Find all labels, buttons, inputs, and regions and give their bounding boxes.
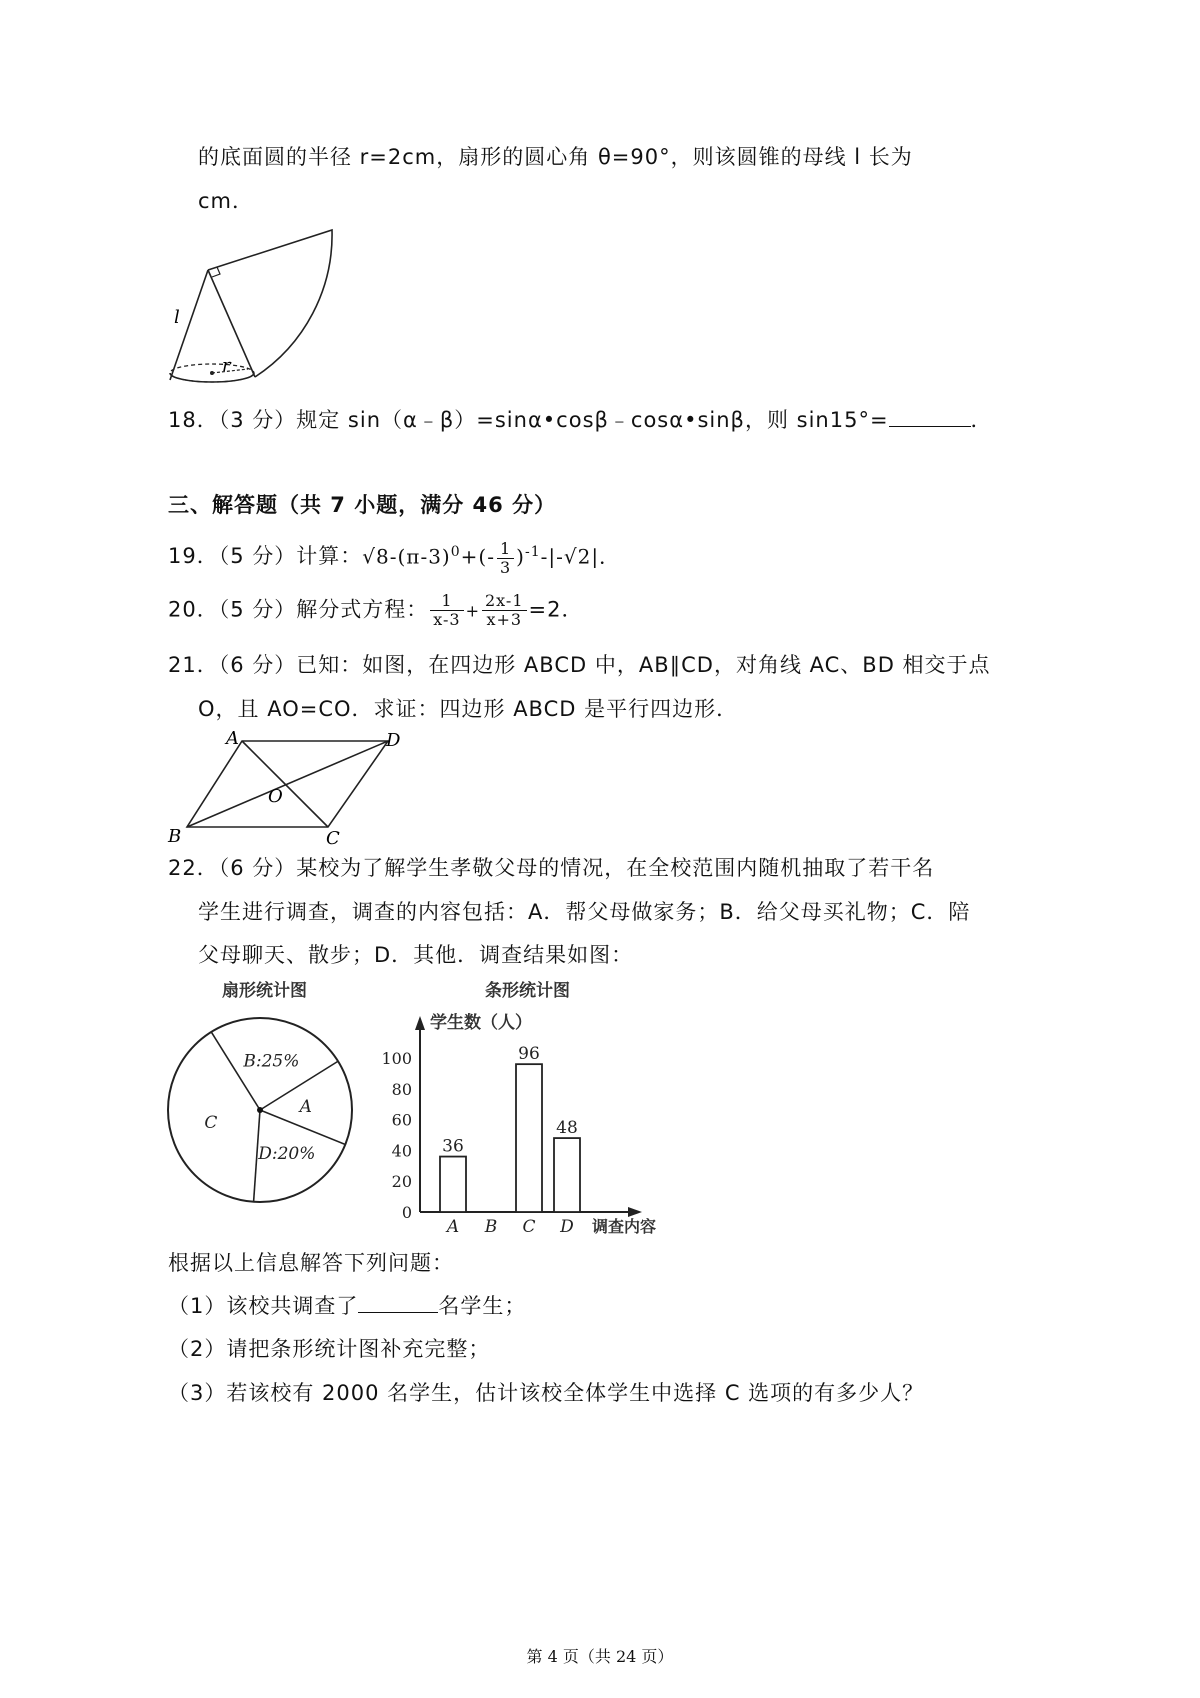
q20-fraction-2 <box>482 592 527 629</box>
q22-sub2: （2）请把条形统计图补充完整； <box>168 1337 491 1361</box>
y-tick-label: 40 <box>391 1141 412 1161</box>
label-A: A <box>226 728 239 749</box>
q22-intro: 根据以上信息解答下列问题： <box>168 1251 454 1275</box>
q19-expr-b: +(- <box>460 544 495 569</box>
q20-plus: + <box>465 601 480 621</box>
q20-f1-den: x-3 <box>433 610 461 629</box>
q22-sub1-answer-blank[interactable] <box>358 1290 438 1313</box>
x-axis-arrow <box>628 1207 642 1217</box>
label-B: B <box>168 826 182 847</box>
q19-expression <box>362 537 620 577</box>
q22-sub3: （3）若该校有 2000 名学生，估计该校全体学生中选择 C 选项的有多少人？ <box>168 1381 925 1405</box>
label-D: D <box>386 730 401 751</box>
pie-slice-label: C <box>204 1113 218 1134</box>
q19-exp1: -1 <box>524 544 541 560</box>
page-footer: 第 4 页（共 24 页） <box>526 1647 674 1666</box>
x-tick-D: D <box>560 1217 574 1237</box>
q20-prefix: 20．（5 分）解分式方程： <box>168 597 429 622</box>
cone-figure <box>160 225 360 395</box>
q19-expr-d: -|-√2|． <box>540 544 621 569</box>
bar-chart <box>370 1000 680 1240</box>
pie-chart <box>160 1010 370 1210</box>
data-label-C: 96 <box>518 1044 540 1065</box>
q20-suffix: =2． <box>528 597 584 622</box>
q18-end: ． <box>970 408 993 432</box>
q19-frac-num: 1 <box>497 540 514 559</box>
pie-chart-title: 扇形统计图 <box>222 981 307 1001</box>
pie-center <box>257 1107 263 1113</box>
label-C: C <box>326 828 340 849</box>
y-tick-label: 100 <box>381 1049 412 1068</box>
q20-f2-num: 2x-1 <box>482 592 527 611</box>
q19-fraction <box>497 540 514 577</box>
bar-chart-title: 条形统计图 <box>485 981 570 1001</box>
q19-exp0: 0 <box>450 544 461 560</box>
q21-line1: 21．（6 分）已知：如图，在四边形 ABCD 中，AB∥CD，对角线 AC、BD 相交于点 <box>168 653 991 677</box>
q17-line1: 的底面圆的半径 r=2cm，扇形的圆心角 θ=90°，则该圆锥的母线 l 长为 <box>198 145 913 169</box>
bar-C <box>516 1064 542 1212</box>
pie-slice-label: D:20% <box>258 1143 316 1164</box>
x-axis-label: 调查内容 <box>592 1217 657 1236</box>
q19 <box>168 537 620 577</box>
q19-expr-c: ) <box>516 544 525 569</box>
data-label-D: 48 <box>556 1118 578 1139</box>
y-axis-arrow <box>415 1016 425 1030</box>
cone-label-l: l <box>174 307 180 328</box>
q19-expr-a: √8-(π-3) <box>362 544 451 569</box>
q22-line2: 学生进行调查，调查的内容包括：A．帮父母做家务；B．给父母买礼物；C．陪 <box>198 900 971 924</box>
q19-frac-den: 3 <box>499 557 512 577</box>
q22-sub1-end: 名学生； <box>438 1294 527 1318</box>
bar-A <box>440 1157 466 1212</box>
q17-line2: cm． <box>198 189 255 213</box>
q22-line3: 父母聊天、散步；D．其他．调查结果如图： <box>198 943 634 967</box>
q20 <box>168 592 583 629</box>
data-label-A: 36 <box>442 1136 464 1157</box>
y-tick-label: 80 <box>391 1079 412 1099</box>
cone-label-r: r <box>222 355 231 376</box>
q18-answer-blank[interactable] <box>889 404 971 427</box>
q22-sub1 <box>168 1290 526 1321</box>
q20-f2-den: x+3 <box>486 610 523 629</box>
pie-slice-label: B:25% <box>243 1051 300 1072</box>
x-tick-B: B <box>484 1217 498 1237</box>
x-tick-A: A <box>446 1217 460 1237</box>
y-tick-label: 60 <box>391 1110 412 1130</box>
q20-f1-num: 1 <box>430 592 463 611</box>
q20-fraction-1 <box>430 592 463 629</box>
parallelogram-figure <box>160 726 410 850</box>
q21-line2: O，且 AO=CO．求证：四边形 ABCD 是平行四边形． <box>198 697 739 721</box>
q18-text: 18．（3 分）规定 sin（α﹣β）=sinα•cosβ﹣cosα•sinβ，则 sin15°= <box>168 408 889 432</box>
q18 <box>168 404 993 435</box>
q22-line1: 22．（6 分）某校为了解学生孝敬父母的情况，在全校范围内随机抽取了若干名 <box>168 856 935 880</box>
y-tick-label: 0 <box>401 1203 412 1222</box>
x-tick-C: C <box>522 1217 536 1237</box>
label-O: O <box>268 786 283 807</box>
q22-sub1-text: （1）该校共调查了 <box>168 1294 359 1318</box>
q19-prefix: 19．（5 分）计算： <box>168 543 363 568</box>
pie-slice-label: A <box>299 1096 312 1117</box>
y-tick-label: 20 <box>391 1172 412 1192</box>
y-axis-label: 学生数（人） <box>430 1013 532 1033</box>
bar-D <box>554 1138 580 1212</box>
section-heading: 三、解答题（共 7 小题，满分 46 分） <box>168 493 557 517</box>
